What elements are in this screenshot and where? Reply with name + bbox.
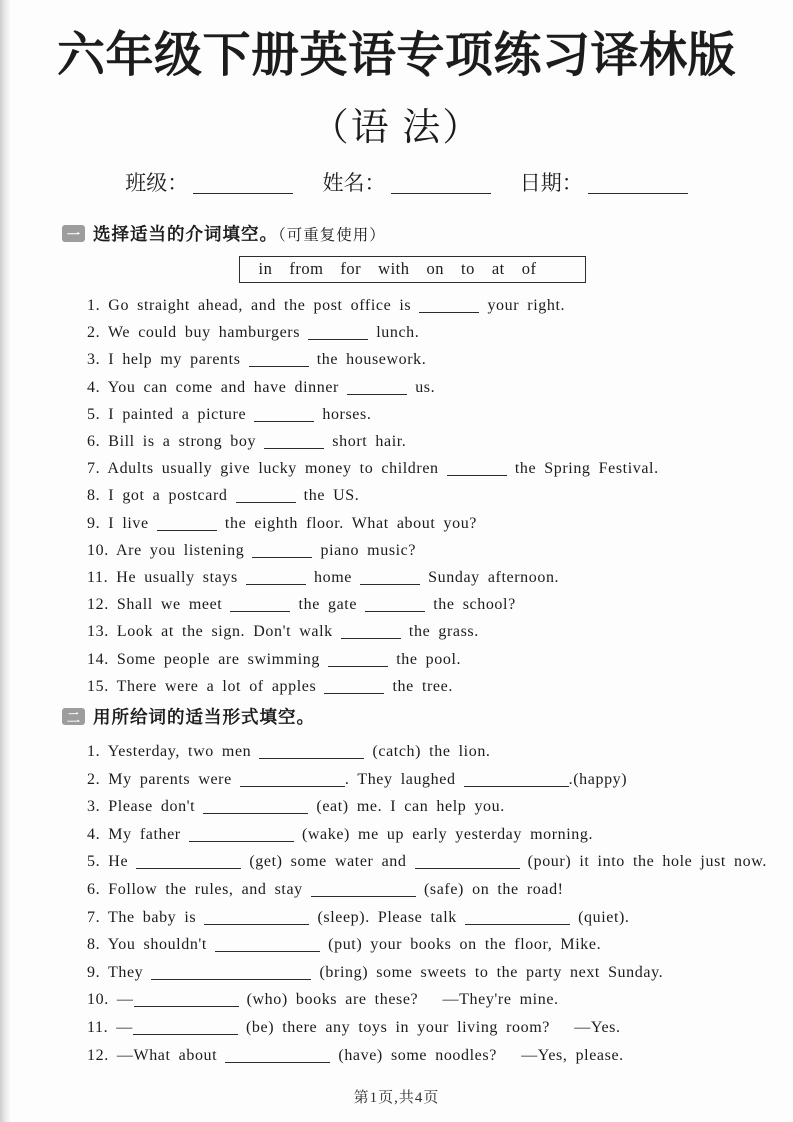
word-bank-word: to (461, 259, 475, 278)
answer-blank (230, 597, 290, 612)
question-item: 1. Go straight ahead, and the post office is your right. (87, 297, 566, 314)
answer-blank (246, 570, 306, 585)
question-item: 2. We could buy hamburgers lunch. (87, 324, 420, 342)
date-label: 日期： (519, 171, 583, 195)
answer-blank (328, 652, 388, 667)
word-bank-word: with (378, 259, 410, 278)
name-label: 姓名： (322, 171, 386, 195)
section1-questions (0, 292, 793, 700)
answer-blank (365, 597, 425, 612)
answer-blank (464, 772, 569, 787)
page-subtitle: （语 法） (310, 107, 483, 149)
date-blank (588, 177, 688, 194)
question-item: 4. You can come and have dinner us. (87, 378, 436, 396)
answer-blank (240, 772, 345, 787)
answer-blank (341, 624, 401, 639)
question-item: 5. He (get) some water and (pour) it into the hole just now. (87, 853, 767, 871)
question-item: 14. Some people are swimming the pool. (87, 650, 462, 668)
question-item: 9. They (bring) some sweets to the party next Sunday. (87, 963, 664, 981)
answer-blank (264, 434, 324, 449)
question-item: 8. You shouldn't (put) your books on the floor, Mike. (87, 936, 602, 954)
answer-blank (259, 744, 364, 759)
answer-blank (254, 407, 314, 422)
answer-blank (157, 516, 217, 531)
answer-blank (203, 799, 308, 814)
answer-blank (134, 992, 239, 1007)
answer-blank (133, 1020, 238, 1035)
class-blank (193, 177, 293, 194)
answer-blank (236, 488, 296, 503)
question-item: 3. I help my parents the housework. (87, 351, 427, 369)
answer-blank (324, 679, 384, 694)
question-item: 6. Follow the rules, and stay (safe) on the road! (87, 881, 564, 899)
answer-blank (360, 570, 420, 585)
word-bank-word: in (258, 259, 273, 278)
answer-blank (465, 910, 570, 925)
answer-blank (249, 352, 309, 367)
question-item: 12. —What about (have) some noodles? —Yes, please. (87, 1046, 624, 1064)
question-item: 5. I painted a picture horses. (87, 405, 372, 423)
question-item: 10. — (who) books are these? —They're mine. (87, 991, 559, 1009)
answer-blank (215, 937, 320, 952)
question-item: 10. Are you listening piano music? (87, 541, 417, 559)
answer-blank (308, 325, 368, 340)
answer-blank (419, 298, 479, 313)
class-label: 班级： (125, 171, 189, 195)
word-bank-word: for (340, 259, 362, 278)
section1-note: （可重复使用） (278, 227, 386, 244)
answer-blank (225, 1048, 330, 1063)
word-bank-word: from (289, 259, 324, 278)
question-item: 8. I got a postcard the US. (87, 487, 360, 505)
question-item: 9. I live the eighth floor. What about you? (87, 514, 477, 532)
section2-questions (0, 738, 793, 1069)
word-bank-word: on (426, 259, 444, 278)
answer-blank (311, 882, 416, 897)
answer-blank (189, 827, 294, 842)
question-item: 3. Please don't (eat) me. I can help you. (87, 798, 505, 816)
section2-marker: 二 (62, 708, 85, 725)
section1-title-wrap (93, 221, 386, 246)
section2-header (62, 704, 793, 729)
answer-blank (136, 854, 241, 869)
page-title: 六年级下册英语专项练习译林版 (56, 29, 736, 82)
question-item: 6. Bill is a strong boy short hair. (87, 433, 407, 451)
question-item: 12. Shall we meet the gate the school? (87, 596, 516, 614)
word-bank-word: of (521, 259, 537, 278)
word-bank (239, 256, 585, 283)
name-blank (391, 177, 491, 194)
answer-blank (204, 910, 309, 925)
question-item: 15. There were a lot of apples the tree. (87, 677, 453, 695)
section1-title: 选择适当的介词填空。 (93, 224, 278, 244)
section2-title: 用所给词的适当形式填空。 (93, 707, 315, 728)
date-field (520, 171, 688, 195)
question-item: 7. Adults usually give lucky money to children the Spring Festival. (87, 460, 659, 478)
question-item: 7. The baby is (sleep). Please talk (quiet). (87, 908, 630, 926)
class-field (125, 171, 293, 195)
question-item: 13. Look at the sign. Don't walk the grass. (87, 623, 479, 641)
answer-blank (347, 380, 407, 395)
answer-blank (151, 965, 311, 980)
answer-blank (415, 854, 520, 869)
word-bank-word: at (491, 259, 505, 278)
question-item: 2. My parents were . They laughed .(happy) (87, 770, 628, 788)
question-item: 11. He usually stays home Sunday afternoon. (87, 569, 560, 587)
answer-blank (252, 543, 312, 558)
section1-header (62, 221, 793, 246)
question-item: 11. — (be) there any toys in your living room? —Yes. (87, 1018, 621, 1036)
answer-blank (447, 461, 507, 476)
question-item: 1. Yesterday, two men (catch) the lion. (87, 743, 491, 761)
question-item: 4. My father (wake) me up early yesterday morning. (87, 825, 594, 843)
section1-marker: 一 (62, 225, 85, 242)
page-footer: 第1页,共4页 (353, 1090, 440, 1106)
student-info-line (10, 167, 793, 197)
name-field (323, 171, 491, 195)
